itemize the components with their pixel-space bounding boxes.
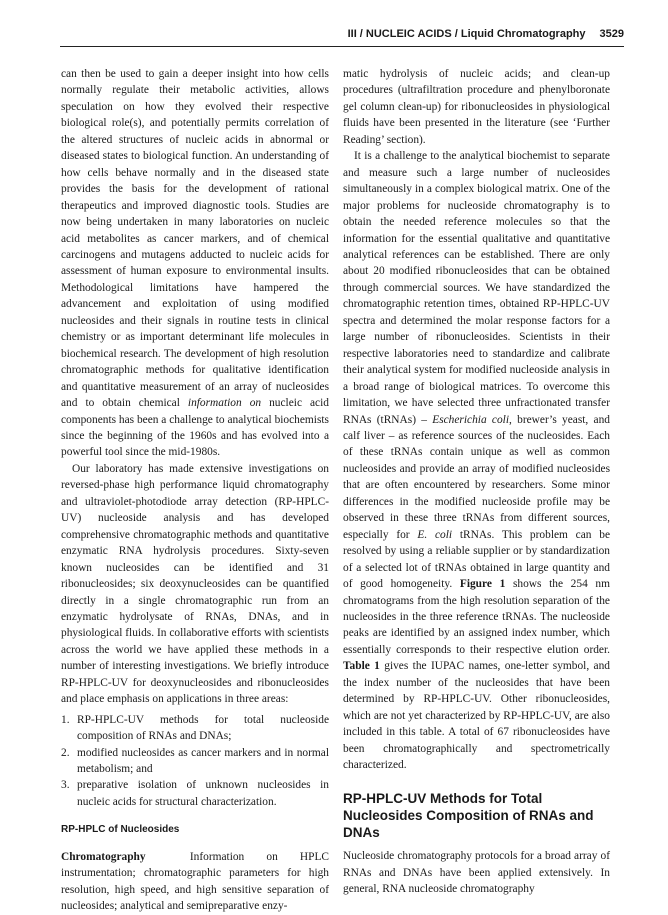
right-paragraph-1: matic hydrolysis of nucleic acids; and clean-up procedures (ultrafiltration procedure and phenylboronate gel column clean-up) for ribonucleosides in physiological fluids have been presented in the literature (see ‘Further Reading’ section).: [343, 68, 610, 146]
header-rule: [60, 46, 624, 47]
right-paragraph-3: Nucleoside chromatography protocols for a broad array of RNAs and DNAs have been applied extensively. In general, RNA nucleoside chromatography: [343, 850, 610, 896]
chromatography-paragraph: Chromatography Information on HPLC instrumentation; chromatographic parameters for high resolution, high speed, and high sensitive separation of nucleosides; analytical and semipreparative enzy-: [61, 850, 329, 913]
list-item: 1. RP-HPLC-UV methods for total nucleoside composition of RNAs and DNAs;: [61, 713, 329, 743]
applications-list: [61, 712, 329, 811]
emphasis-information-on: information on: [187, 397, 262, 410]
figure-reference[interactable]: Figure 1: [459, 578, 506, 591]
subheading-rp-hplc: RP-HPLC of Nucleosides: [61, 824, 180, 836]
section-title: RP-HPLC-UV Methods for Total Nucleosides Composition of RNAs and DNAs: [343, 791, 594, 841]
left-paragraph-2: Our laboratory has made extensive investigations on reversed-phase high performance liquid chromatography and ultraviolet-photodiode array detection (RP-HPLC-UV) nucleoside analysis and has developed comprehensive chromatographic methods and quantitative enzymatic RNA hydrolysis procedures. Sixty-seven known nucleosides can be identified and 31 ribonucleosides; six deoxynucleosides can be quantified directly in a single chromatographic run from an enzymatic hydrolysate of RNAs, DNAs, and in physiological fluids. In collaborative efforts with scientists across the world we have applied these methods in a number of interesting investigations. We briefly introduce RP-HPLC-UV for deoxynucleosides and ribonucleosides and place emphasis on applications in three areas:: [61, 462, 329, 706]
right-column: [343, 66, 610, 898]
run-in-heading: Chromatography: [61, 850, 146, 863]
running-head: [60, 24, 624, 44]
running-head-section: III / NUCLEIC ACIDS / Liquid Chromatography: [347, 28, 586, 40]
table-reference[interactable]: Table 1: [343, 660, 380, 673]
left-column: [61, 66, 329, 915]
list-item: 2. modified nucleosides as cancer markers and in normal metabolism; and: [61, 746, 329, 776]
left-paragraph-1: can then be used to gain a deeper insight into how cells normally regulate their metabolic activities, allows speculation on how they evolved their respective biological role(s), and potentially permits correlation of the altered structures of nucleic acids in abnormal or diseased states to biological function. An understanding of how cells behave normally and in the diseased state provides the basis for the development of rational therapeutics and improved diagnostic tools. Studies are now being undertaken in many laboratories on nucleic acid metabolites as cancer markers, and of chemical carcinogens and mutagens adducted to nucleic acids for assessment of human exposure to environmental insults. Methodological limitations have hampered the advancement and exploitation of using modified nucleosides and their signals in routine tests in clinical chemistry or as important determinant life molecules in biochemical research. The development of high resolution chromatographic methods for qualitative identification and quantitative measurement of an array of nucleosides and to obtain chemical information on nucleic acid components has been a challenge to analytical biochemists since the beginning of the 1960s and has evolved into a powerful tool since the mid-1980s.: [61, 68, 329, 459]
list-item: 3. preparative isolation of unknown nucleosides in nucleic acids for structural characterization.: [61, 779, 329, 808]
page-number: 3529: [599, 28, 624, 40]
right-paragraph-2: It is a challenge to the analytical biochemist to separate and measure such a large number of nucleosides simultaneously in a complex biological matrix. One of the major problems for nucleoside chromatography is to obtain the needed reference molecules so that the information for the essential qualitative and quantitative analytical references can be established. There are only about 20 modified ribonucleosides that can be obtained through commercial sources. We have standardized the chromatographic retention times, obtained RP-HPLC-UV spectra and determined the molar response factors for a large number of ribonucleosides. Scientists in their respective laboratories need to standardize and calibrate their analytical system for modified nucleoside analysis in a broad range of biological matrices. To overcome this limitation, we have selected three unfractionated transfer RNAs (tRNAs) – Escherichia coli, brewer’s yeast, and calf liver – as reference sources of the nucleosides. Each of these tRNAs contain unique as well as common nucleosides and provide an array of modified nucleosides that are often encountered by researchers. Some minor differences in the modified nucleoside profile may be observed in these three tRNAs from different sources, especially for E. coli tRNAs. This problem can be resolved by using a reliable supplier or by standardization of a selected lot of tRNAs obtained in large quantity and of good homogeneity. Figure 1 shows the 254 nm chromatograms from the high resolution separation of the nucleosides in the three reference tRNAs. The nucleoside peaks are identified by an assigned index number, which essentially corresponds to their respective elution order. Table 1 gives the IUPAC names, one-letter symbol, and the index number of the nucleosides that have been determined by RP-HPLC-UV. Other ribonucleosides, which are not yet characterized by RP-HPLC-UV, are also included in this table. A total of 67 ribonucleosides have been chromatographically and spectrometrically characterized.: [343, 150, 611, 772]
